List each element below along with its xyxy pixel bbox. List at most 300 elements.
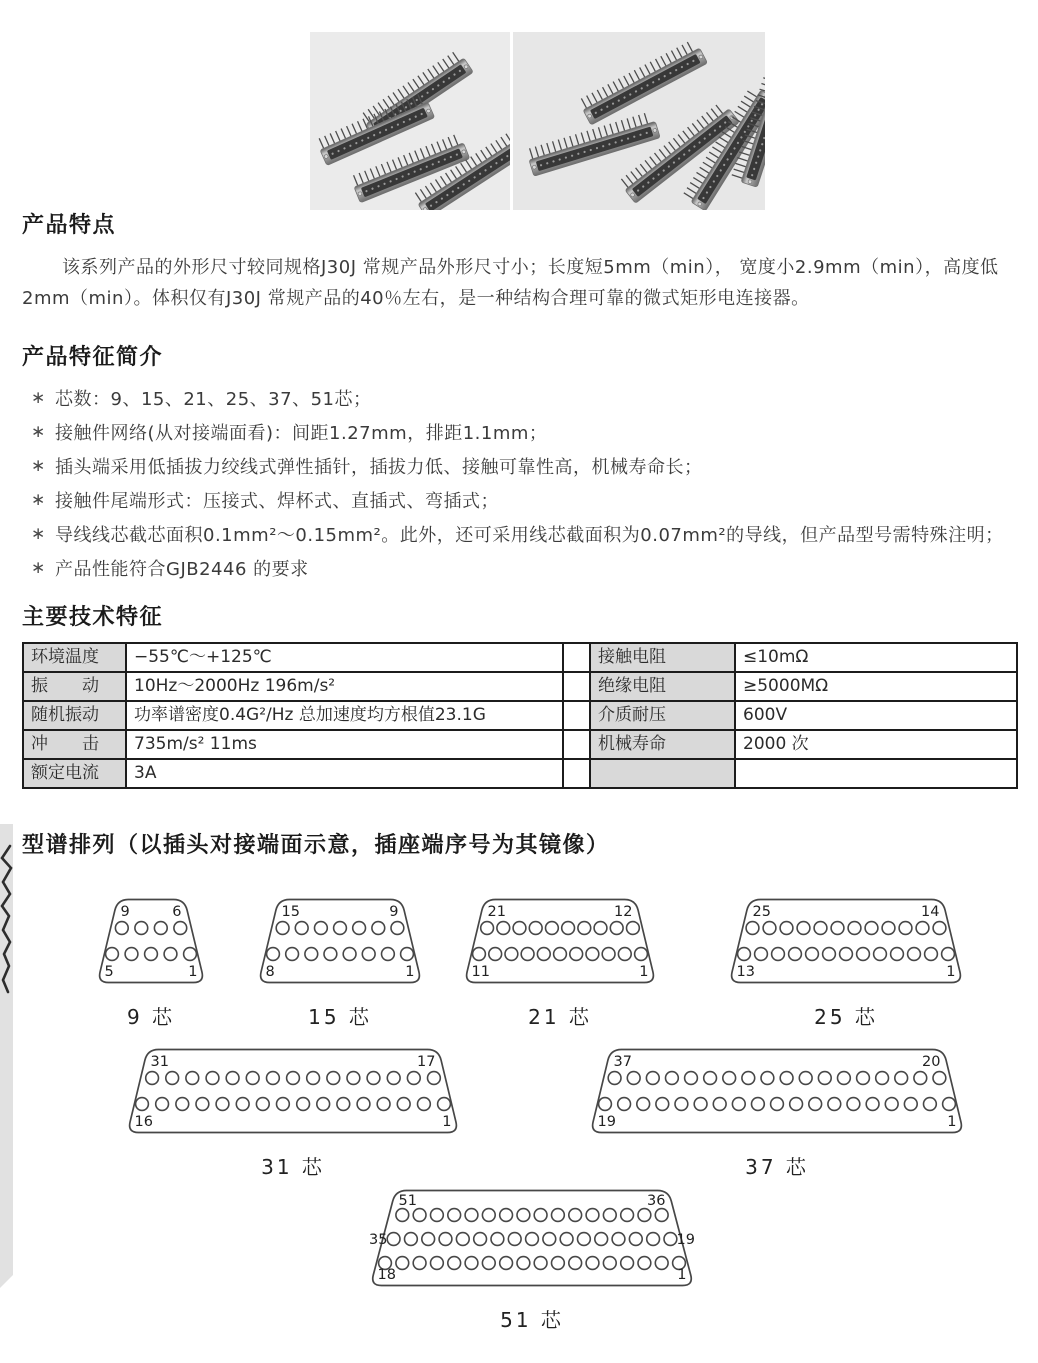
pin-hole bbox=[334, 922, 347, 935]
pin-number-top-left: 37 bbox=[613, 1054, 632, 1070]
pin-hole bbox=[594, 922, 607, 935]
pin-hole bbox=[521, 948, 534, 961]
pin-hole bbox=[176, 1098, 189, 1111]
pin-hole bbox=[276, 922, 289, 935]
pin-hole bbox=[752, 1098, 765, 1111]
connector-diagram bbox=[462, 897, 658, 1030]
spec-value bbox=[735, 759, 1017, 788]
pin-hole bbox=[612, 1233, 625, 1246]
pin-hole bbox=[876, 1072, 889, 1085]
pin-number-mid-right: 19 bbox=[676, 1232, 695, 1248]
pin-hole bbox=[806, 948, 819, 961]
connector-diagram bbox=[588, 1047, 966, 1180]
pin-hole bbox=[655, 1257, 668, 1270]
pin-hole bbox=[307, 1072, 320, 1085]
pin-hole bbox=[809, 1098, 822, 1111]
connector-diagram bbox=[125, 1047, 461, 1180]
pin-hole bbox=[578, 922, 591, 935]
spacer-cell bbox=[563, 759, 590, 788]
pin-number-bottom-right: 1 bbox=[639, 964, 649, 980]
spacer-cell bbox=[563, 643, 590, 672]
pin-hole bbox=[943, 1098, 956, 1111]
pin-hole bbox=[397, 1098, 410, 1111]
connector-outline bbox=[593, 1050, 962, 1133]
pin-hole bbox=[732, 1098, 745, 1111]
spec-value: 10Hz～2000Hz 196m/s² bbox=[126, 672, 563, 701]
pin-hole bbox=[431, 1209, 444, 1222]
feature-bullet-item bbox=[22, 483, 1004, 517]
spec-label: 随机振动 bbox=[23, 701, 126, 730]
pin-hole bbox=[761, 1072, 774, 1085]
pin-hole bbox=[315, 922, 328, 935]
pin-hole bbox=[554, 948, 567, 961]
pin-number-bottom-left: 11 bbox=[471, 964, 490, 980]
pin-hole bbox=[790, 1098, 803, 1111]
pin-hole bbox=[431, 1257, 444, 1270]
pin-hole bbox=[713, 1098, 726, 1111]
pin-hole bbox=[586, 1209, 599, 1222]
pin-number-top-right: 36 bbox=[647, 1193, 666, 1209]
pin-hole bbox=[916, 922, 929, 935]
pin-hole bbox=[818, 1072, 831, 1085]
bullet-text: 芯数：9、15、21、25、37、51芯； bbox=[55, 389, 372, 410]
table-row bbox=[23, 759, 1017, 788]
pin-number-top-left: 25 bbox=[752, 904, 771, 920]
pin-number-bottom-left: 16 bbox=[134, 1114, 153, 1130]
pin-hole bbox=[838, 1072, 851, 1085]
pin-hole bbox=[857, 948, 870, 961]
pin-number-bottom-right: 1 bbox=[405, 964, 415, 980]
feature-bullet-item bbox=[22, 517, 1004, 551]
pin-hole bbox=[904, 1098, 917, 1111]
spacer-cell bbox=[563, 672, 590, 701]
spec-label: 环境温度 bbox=[23, 643, 126, 672]
pin-hole bbox=[618, 1098, 631, 1111]
pin-hole bbox=[865, 922, 878, 935]
spec-value: 735m/s² 11ms bbox=[126, 730, 563, 759]
connector-label: 37 芯 bbox=[745, 1155, 809, 1179]
pin-hole bbox=[638, 1209, 651, 1222]
table-row bbox=[23, 730, 1017, 759]
spec-label: 振 动 bbox=[23, 672, 126, 701]
table-row bbox=[23, 672, 1017, 701]
pin-hole bbox=[347, 1072, 360, 1085]
table-row bbox=[23, 701, 1017, 730]
pin-number-bottom-right: 1 bbox=[188, 964, 198, 980]
pin-number-bottom-right: 1 bbox=[677, 1267, 687, 1283]
bullet-text: 插头端采用低插拔力绞线式弹性插针，插拔力低、接触可靠性高，机械寿命长； bbox=[55, 457, 703, 478]
pin-hole bbox=[537, 948, 550, 961]
pin-hole bbox=[570, 948, 583, 961]
pin-hole bbox=[831, 922, 844, 935]
pin-hole bbox=[618, 948, 631, 961]
pin-hole bbox=[482, 1257, 495, 1270]
feature-bullet-item bbox=[22, 381, 1004, 415]
pin-hole bbox=[885, 1098, 898, 1111]
side-strip bbox=[0, 824, 13, 1288]
pin-hole bbox=[418, 1098, 431, 1111]
pin-hole bbox=[578, 1233, 591, 1246]
pin-hole bbox=[552, 1257, 565, 1270]
pin-hole bbox=[387, 1233, 400, 1246]
table-row bbox=[23, 643, 1017, 672]
pin-hole bbox=[146, 1072, 159, 1085]
pin-hole bbox=[925, 948, 938, 961]
bullet-marker: ∗ bbox=[31, 490, 46, 510]
product-photo-right bbox=[513, 32, 765, 210]
bullet-text: 接触件网络(从对接端面看)：间距1.27mm，排距1.1mm； bbox=[55, 423, 548, 444]
pin-hole bbox=[723, 1072, 736, 1085]
pin-hole bbox=[428, 1072, 441, 1085]
pin-hole bbox=[438, 1098, 451, 1111]
pin-hole bbox=[814, 922, 827, 935]
pin-hole bbox=[448, 1209, 461, 1222]
spec-label: 冲 击 bbox=[23, 730, 126, 759]
connector-diagram bbox=[95, 897, 207, 1030]
pin-hole bbox=[422, 1233, 435, 1246]
section-title-intro: 产品特征简介 bbox=[22, 345, 164, 370]
pin-hole bbox=[924, 1098, 937, 1111]
pin-hole bbox=[569, 1209, 582, 1222]
connector-label: 9 芯 bbox=[126, 1005, 176, 1029]
connector-label: 21 芯 bbox=[528, 1005, 592, 1029]
pin-hole bbox=[377, 1098, 390, 1111]
connector-face bbox=[462, 897, 658, 985]
pin-hole bbox=[508, 1233, 521, 1246]
pin-hole bbox=[891, 948, 904, 961]
features-paragraph-line: 2mm（min）。体积仅有J30J 常规产品的40％左右，是一种结构合理可靠的微式矩形电连接器。 bbox=[22, 288, 810, 309]
pin-hole bbox=[595, 1233, 608, 1246]
pin-hole bbox=[694, 1098, 707, 1111]
connector-face bbox=[125, 1047, 461, 1135]
pin-hole bbox=[526, 1233, 539, 1246]
pin-hole bbox=[552, 1209, 565, 1222]
pin-hole bbox=[763, 922, 776, 935]
pin-hole bbox=[857, 1072, 870, 1085]
pin-number-top-left: 15 bbox=[281, 904, 300, 920]
bullet-marker: ∗ bbox=[31, 422, 46, 442]
spec-label: 接触电阻 bbox=[590, 643, 735, 672]
pin-hole bbox=[491, 1233, 504, 1246]
connector-label: 15 芯 bbox=[308, 1005, 372, 1029]
feature-bullet-item bbox=[22, 551, 1004, 585]
pin-hole bbox=[267, 948, 280, 961]
pin-hole bbox=[164, 948, 177, 961]
section-title-tech: 主要技术特征 bbox=[22, 605, 164, 630]
pin-hole bbox=[357, 1098, 370, 1111]
pin-hole bbox=[317, 1098, 330, 1111]
spec-label bbox=[590, 759, 735, 788]
pin-hole bbox=[882, 922, 895, 935]
pin-hole bbox=[789, 948, 802, 961]
pin-hole bbox=[646, 1072, 659, 1085]
pin-hole bbox=[372, 922, 385, 935]
pin-number-bottom-right: 1 bbox=[947, 1114, 957, 1130]
pin-number-bottom-left: 13 bbox=[736, 964, 755, 980]
pin-hole bbox=[635, 948, 648, 961]
pin-hole bbox=[799, 1072, 812, 1085]
pin-hole bbox=[848, 922, 861, 935]
pin-hole bbox=[933, 922, 946, 935]
pin-hole bbox=[621, 1257, 634, 1270]
pin-hole bbox=[746, 922, 759, 935]
pin-hole bbox=[407, 1072, 420, 1085]
connector-diagram bbox=[368, 1188, 696, 1333]
pin-hole bbox=[305, 948, 318, 961]
pin-hole bbox=[780, 922, 793, 935]
pin-hole bbox=[474, 1233, 487, 1246]
pin-hole bbox=[135, 922, 148, 935]
pin-hole bbox=[908, 948, 921, 961]
pin-hole bbox=[560, 1233, 573, 1246]
pin-hole bbox=[439, 1233, 452, 1246]
bullet-marker: ∗ bbox=[31, 388, 46, 408]
pin-hole bbox=[610, 922, 623, 935]
pin-number-top-left: 31 bbox=[150, 1054, 169, 1070]
pin-hole bbox=[603, 1257, 616, 1270]
pin-number-bottom-left: 18 bbox=[377, 1267, 396, 1283]
pin-hole bbox=[216, 1098, 229, 1111]
pin-number-top-right: 9 bbox=[389, 904, 399, 920]
features-paragraph bbox=[22, 252, 1038, 314]
spec-value: ≥5000MΩ bbox=[735, 672, 1017, 701]
pin-number-top-right: 20 bbox=[922, 1054, 941, 1070]
pin-number-bottom-right: 1 bbox=[946, 964, 956, 980]
connector-photo-illustration bbox=[513, 32, 765, 210]
pin-hole bbox=[840, 948, 853, 961]
pin-number-bottom-right: 1 bbox=[442, 1114, 452, 1130]
pin-hole bbox=[942, 948, 955, 961]
pin-hole bbox=[666, 1072, 679, 1085]
pin-hole bbox=[627, 1072, 640, 1085]
pin-hole bbox=[362, 948, 375, 961]
spec-value: 600V bbox=[735, 701, 1017, 730]
pin-hole bbox=[136, 1098, 149, 1111]
pin-hole bbox=[396, 1257, 409, 1270]
pin-hole bbox=[481, 922, 494, 935]
pin-hole bbox=[267, 1072, 280, 1085]
pin-hole bbox=[286, 948, 299, 961]
pin-hole bbox=[828, 1098, 841, 1111]
pin-hole bbox=[675, 1098, 688, 1111]
pin-hole bbox=[500, 1209, 513, 1222]
product-photo-left bbox=[310, 32, 510, 210]
pin-number-top-right: 12 bbox=[614, 904, 633, 920]
pin-hole bbox=[655, 1209, 668, 1222]
spec-label: 介质耐压 bbox=[590, 701, 735, 730]
pin-hole bbox=[324, 948, 337, 961]
spec-value: ≤10mΩ bbox=[735, 643, 1017, 672]
pin-hole bbox=[206, 1072, 219, 1085]
connector-face bbox=[588, 1047, 966, 1135]
pin-hole bbox=[933, 1072, 946, 1085]
pin-hole bbox=[517, 1257, 530, 1270]
pin-hole bbox=[664, 1233, 677, 1246]
pin-hole bbox=[256, 1098, 269, 1111]
pin-hole bbox=[586, 948, 599, 961]
spec-value: 2000 次 bbox=[735, 730, 1017, 759]
pin-hole bbox=[638, 1257, 651, 1270]
pin-hole bbox=[914, 1072, 927, 1085]
pin-hole bbox=[543, 1233, 556, 1246]
pin-hole bbox=[448, 1257, 461, 1270]
pin-number-top-left: 21 bbox=[487, 904, 506, 920]
pin-hole bbox=[387, 1072, 400, 1085]
pin-hole bbox=[599, 1098, 612, 1111]
pin-hole bbox=[823, 948, 836, 961]
pin-hole bbox=[156, 1098, 169, 1111]
connector-face bbox=[95, 897, 207, 985]
pin-hole bbox=[482, 1209, 495, 1222]
pin-hole bbox=[755, 948, 768, 961]
section-title-features: 产品特点 bbox=[22, 213, 117, 238]
pin-hole bbox=[608, 1072, 621, 1085]
pin-hole bbox=[145, 948, 158, 961]
pin-hole bbox=[866, 1098, 879, 1111]
feature-bullet-item bbox=[22, 415, 1004, 449]
tech-spec-table-body bbox=[23, 643, 1017, 788]
pin-hole bbox=[546, 922, 559, 935]
pin-hole bbox=[637, 1098, 650, 1111]
pin-hole bbox=[534, 1257, 547, 1270]
pin-hole bbox=[391, 922, 404, 935]
pin-hole bbox=[125, 948, 138, 961]
pin-hole bbox=[500, 1257, 513, 1270]
pin-number-bottom-left: 8 bbox=[265, 964, 275, 980]
connector-label: 25 芯 bbox=[814, 1005, 878, 1029]
pin-hole bbox=[106, 948, 119, 961]
pin-hole bbox=[166, 1072, 179, 1085]
pin-hole bbox=[297, 1098, 310, 1111]
pin-hole bbox=[704, 1072, 717, 1085]
pin-hole bbox=[627, 922, 640, 935]
bullet-text: 产品性能符合GJB2446 的要求 bbox=[55, 559, 309, 580]
pin-hole bbox=[497, 922, 510, 935]
bullet-marker: ∗ bbox=[31, 524, 46, 544]
pin-hole bbox=[562, 922, 575, 935]
pin-hole bbox=[656, 1098, 669, 1111]
pin-hole bbox=[465, 1209, 478, 1222]
pin-hole bbox=[343, 948, 356, 961]
pin-hole bbox=[413, 1209, 426, 1222]
pin-hole bbox=[874, 948, 887, 961]
pin-number-top-right: 17 bbox=[417, 1054, 436, 1070]
pin-hole bbox=[569, 1257, 582, 1270]
pin-hole bbox=[629, 1233, 642, 1246]
spec-value: 3A bbox=[126, 759, 563, 788]
spacer-cell bbox=[563, 730, 590, 759]
pin-hole bbox=[602, 948, 615, 961]
connector-photo-illustration bbox=[310, 32, 510, 210]
tech-spec-table bbox=[22, 642, 1018, 789]
pin-hole bbox=[287, 1072, 300, 1085]
connector-diagram bbox=[727, 897, 965, 1030]
feature-bullet-item bbox=[22, 449, 1004, 483]
pin-hole bbox=[534, 1209, 547, 1222]
pin-hole bbox=[327, 1072, 340, 1085]
pin-hole bbox=[517, 1209, 530, 1222]
pin-number-top-left: 51 bbox=[398, 1193, 417, 1209]
spec-label: 绝缘电阻 bbox=[590, 672, 735, 701]
connector-label: 51 芯 bbox=[500, 1308, 564, 1332]
pin-hole bbox=[738, 948, 751, 961]
pin-hole bbox=[780, 1072, 793, 1085]
pin-hole bbox=[115, 922, 128, 935]
pin-hole bbox=[236, 1098, 249, 1111]
pin-hole bbox=[742, 1072, 755, 1085]
pin-number-mid-left: 35 bbox=[369, 1232, 388, 1248]
spec-label: 额定电流 bbox=[23, 759, 126, 788]
connector-outline bbox=[130, 1050, 457, 1133]
pin-hole bbox=[465, 1257, 478, 1270]
connector-outline bbox=[100, 900, 203, 983]
pin-hole bbox=[456, 1233, 469, 1246]
pin-hole bbox=[186, 1072, 199, 1085]
spec-label: 机械寿命 bbox=[590, 730, 735, 759]
pin-hole bbox=[771, 1098, 784, 1111]
pin-number-top-right: 6 bbox=[172, 904, 182, 920]
pin-hole bbox=[621, 1209, 634, 1222]
pin-hole bbox=[513, 922, 526, 935]
pin-hole bbox=[413, 1257, 426, 1270]
pin-number-bottom-left: 5 bbox=[104, 964, 114, 980]
pin-hole bbox=[895, 1072, 908, 1085]
pin-hole bbox=[337, 1098, 350, 1111]
pin-number-top-right: 14 bbox=[921, 904, 940, 920]
pin-number-bottom-left: 19 bbox=[597, 1114, 616, 1130]
section-title-spectrum: 型谱排列（以插头对接端面示意，插座端序号为其镜像） bbox=[22, 833, 610, 858]
pin-hole bbox=[505, 948, 518, 961]
pin-hole bbox=[174, 922, 187, 935]
pin-hole bbox=[899, 922, 912, 935]
pin-hole bbox=[797, 922, 810, 935]
pin-hole bbox=[246, 1072, 259, 1085]
connector-face bbox=[256, 897, 424, 985]
pin-hole bbox=[772, 948, 785, 961]
pin-hole bbox=[685, 1072, 698, 1085]
spec-value: −55℃～+125℃ bbox=[126, 643, 563, 672]
bullet-marker: ∗ bbox=[31, 558, 46, 578]
pin-hole bbox=[586, 1257, 599, 1270]
bullet-text: 导线线芯截芯面积0.1mm²～0.15mm²。此外，还可采用线芯截面积为0.07mm²的导线，但产品型号需特殊注明； bbox=[55, 525, 1004, 546]
connector-diagram bbox=[256, 897, 424, 1030]
bullet-text: 接触件尾端形式：压接式、焊杯式、直插式、弯插式； bbox=[55, 491, 499, 512]
pin-hole bbox=[154, 922, 167, 935]
pin-hole bbox=[277, 1098, 290, 1111]
features-paragraph-line: 该系列产品的外形尺寸较同规格J30J 常规产品外形尺寸小；长度短5mm（min）， 宽度小2.9mm（min），高度低 bbox=[62, 257, 999, 278]
pin-hole bbox=[405, 1233, 418, 1246]
connector-label: 31 芯 bbox=[261, 1155, 325, 1179]
spec-value: 功率谱密度0.4G²/Hz 总加速度均方根值23.1G bbox=[126, 701, 563, 730]
connector-face bbox=[368, 1188, 696, 1288]
pin-hole bbox=[489, 948, 502, 961]
pin-hole bbox=[353, 922, 366, 935]
pin-hole bbox=[603, 1209, 616, 1222]
pin-hole bbox=[226, 1072, 239, 1085]
pin-hole bbox=[295, 922, 308, 935]
pin-number-top-left: 9 bbox=[120, 904, 130, 920]
connector-face bbox=[727, 897, 965, 985]
spacer-cell bbox=[563, 701, 590, 730]
pin-hole bbox=[847, 1098, 860, 1111]
pin-hole bbox=[647, 1233, 660, 1246]
bullet-marker: ∗ bbox=[31, 456, 46, 476]
pin-hole bbox=[184, 948, 197, 961]
pin-hole bbox=[382, 948, 395, 961]
pin-hole bbox=[396, 1209, 409, 1222]
pin-hole bbox=[529, 922, 542, 935]
side-strip-marking bbox=[0, 842, 13, 1012]
